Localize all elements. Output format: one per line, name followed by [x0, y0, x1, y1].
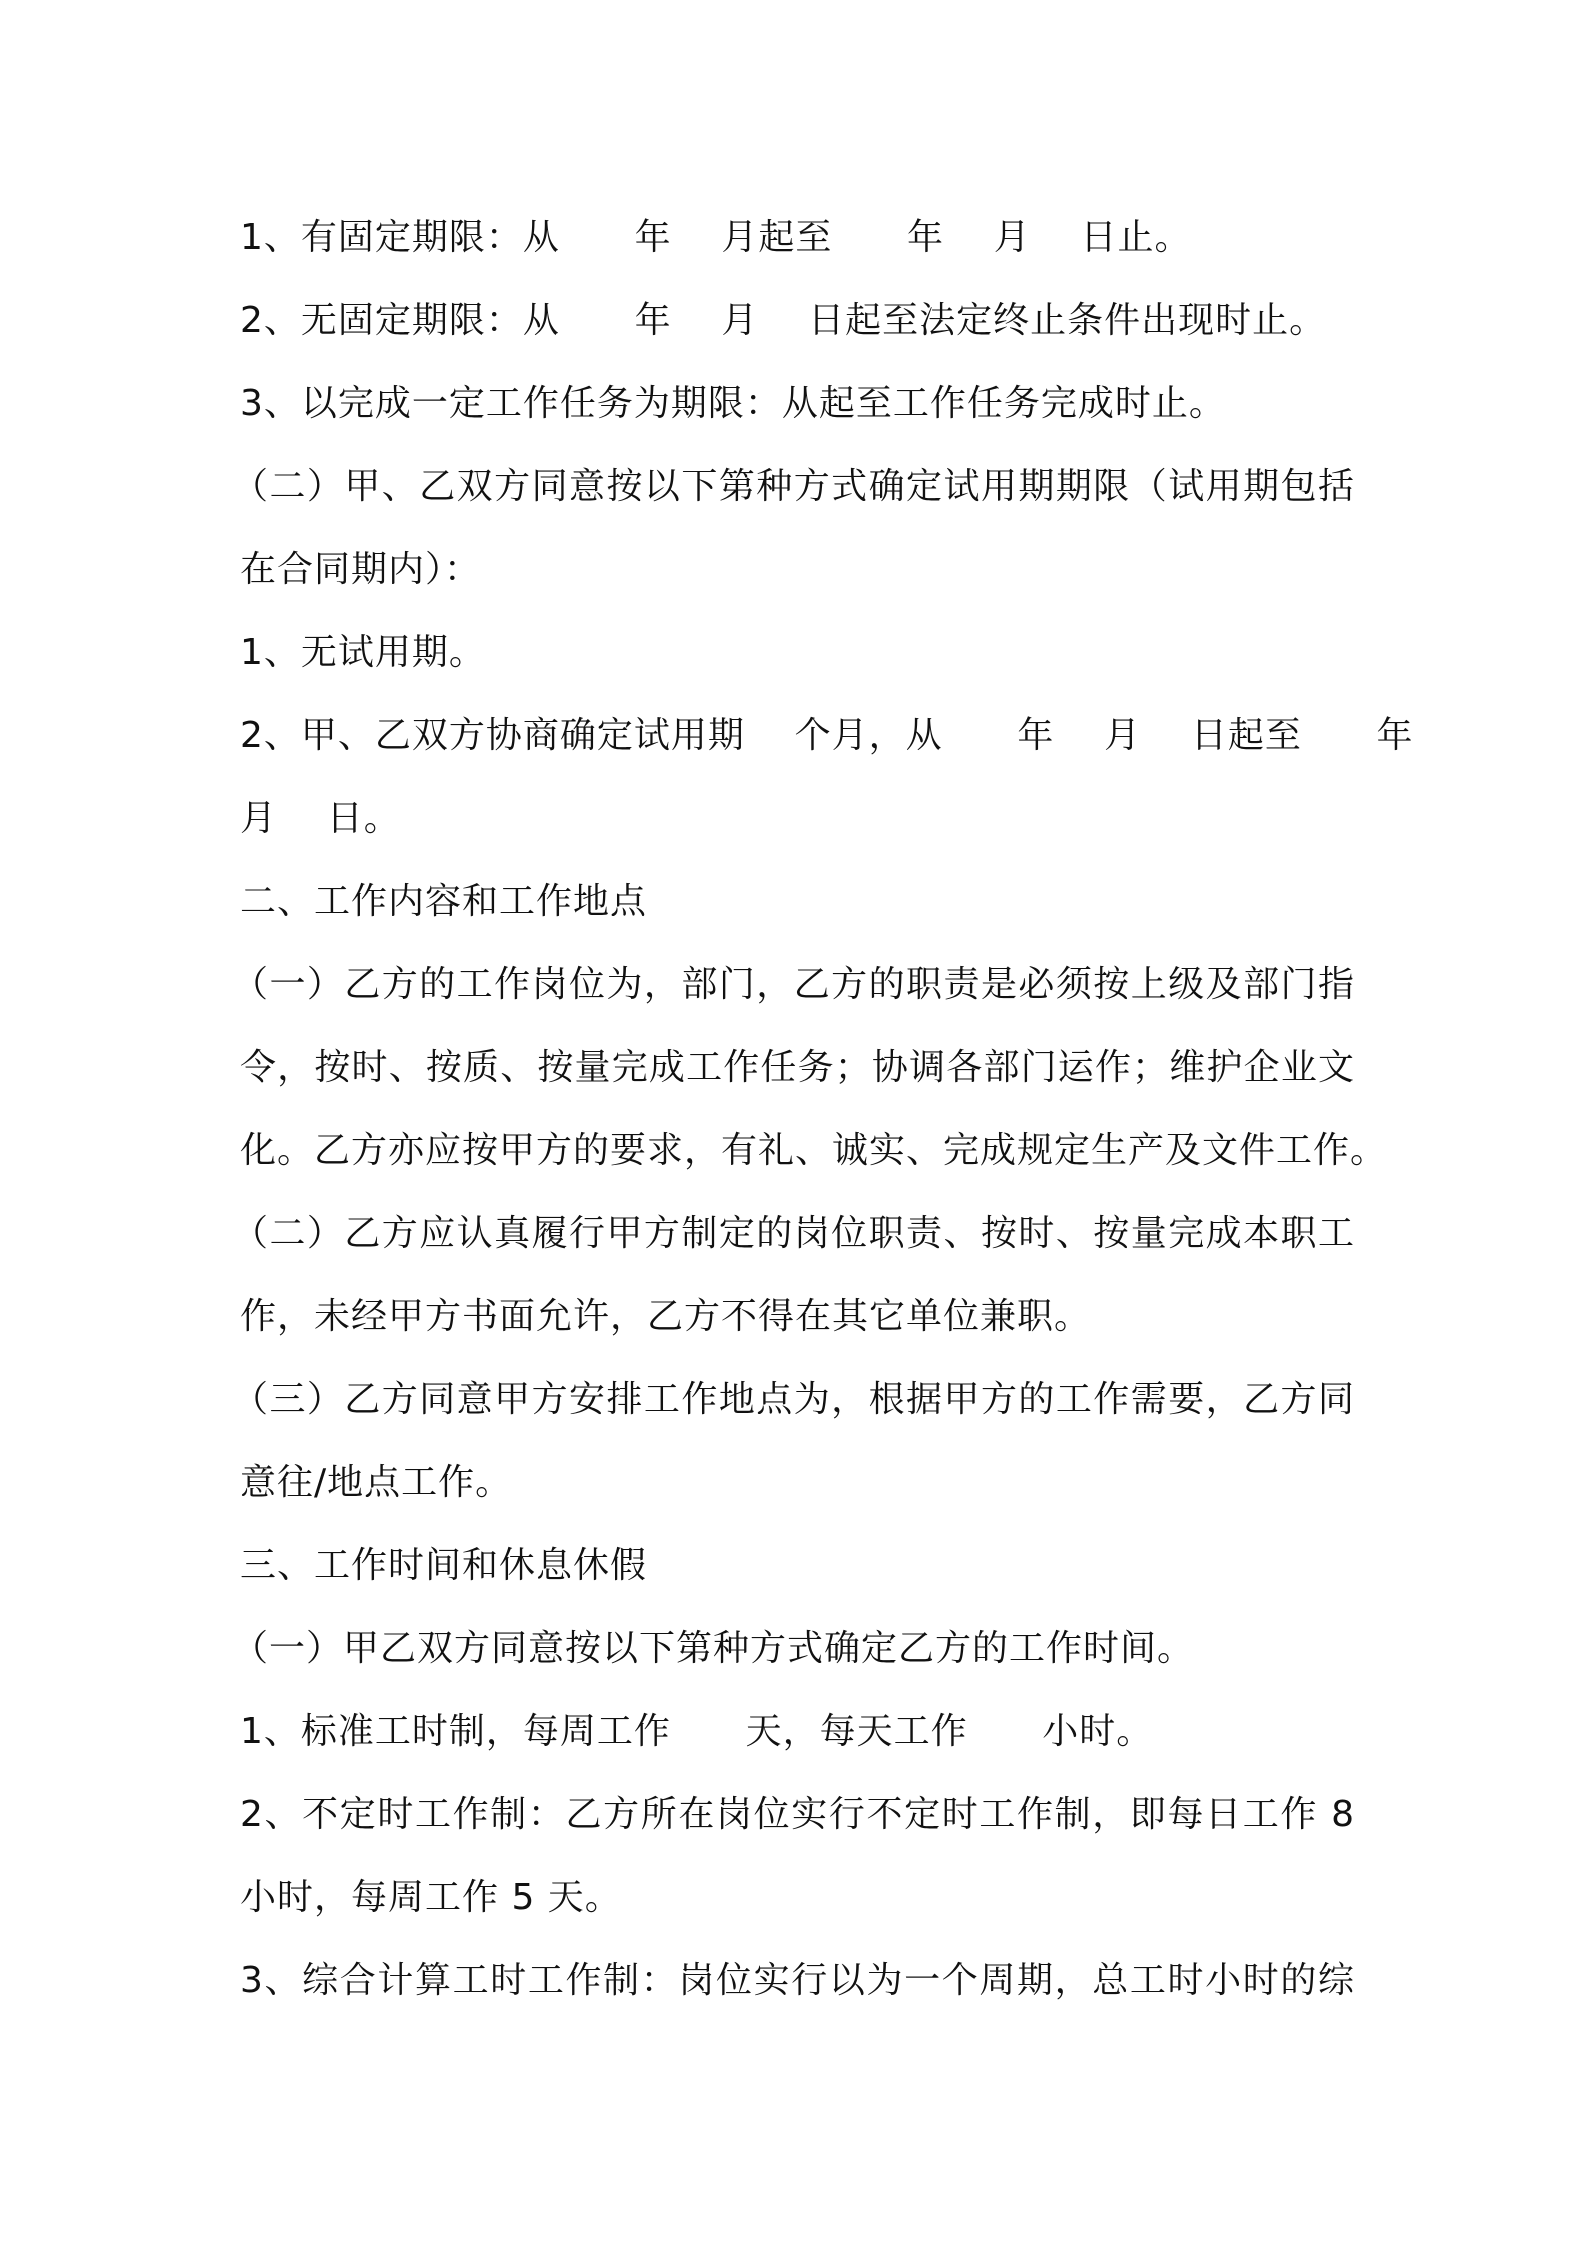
text-line: 月 日。 [240, 798, 401, 839]
text-line: 小时，每周工作 5 天。 [240, 1877, 622, 1918]
text-line: （二）甲、乙双方同意按以下第种方式确定试用期期限（试用期包括 [232, 466, 1355, 507]
text-line: 3、综合计算工时工作制：岗位实行以为一个周期，总工时小时的综 [240, 1960, 1355, 2001]
section-heading: 二、工作内容和工作地点 [240, 881, 648, 922]
text-line: 1、标准工时制，每周工作 天，每天工作 小时。 [240, 1711, 1154, 1752]
text-line: 化。乙方亦应按甲方的要求，有礼、诚实、完成规定生产及文件工作。 [240, 1130, 1388, 1171]
text-line: （一）甲乙双方同意按以下第种方式确定乙方的工作时间。 [232, 1628, 1195, 1669]
text-line: 2、甲、乙双方协商确定试用期 个月，从 年 月 日起至 年 [240, 715, 1414, 756]
text-line: （二）乙方应认真履行甲方制定的岗位职责、按时、按量完成本职工 [232, 1213, 1355, 1254]
text-line: 3、以完成一定工作任务为期限：从起至工作任务完成时止。 [240, 383, 1226, 424]
text-line: 令，按时、按质、按量完成工作任务；协调各部门运作；维护企业文 [240, 1047, 1355, 1088]
text-line: 1、无试用期。 [240, 632, 486, 673]
text-line: 意往/地点工作。 [240, 1462, 513, 1503]
section-heading: 三、工作时间和休息休假 [240, 1545, 648, 1586]
text-line: （三）乙方同意甲方安排工作地点为，根据甲方的工作需要，乙方同 [232, 1379, 1355, 1420]
document-body [232, 196, 1414, 2022]
text-line: 作，未经甲方书面允许，乙方不得在其它单位兼职。 [240, 1296, 1092, 1337]
text-line: 2、不定时工作制：乙方所在岗位实行不定时工作制，即每日工作 8 [240, 1794, 1355, 1835]
text-line: 2、无固定期限：从 年 月 日起至法定终止条件出现时止。 [240, 300, 1327, 341]
text-line: 1、有固定期限：从 年 月起至 年 月 日止。 [240, 217, 1192, 258]
text-line: （一）乙方的工作岗位为，部门，乙方的职责是必须按上级及部门指 [232, 964, 1355, 1005]
text-line: 在合同期内）： [240, 549, 482, 590]
